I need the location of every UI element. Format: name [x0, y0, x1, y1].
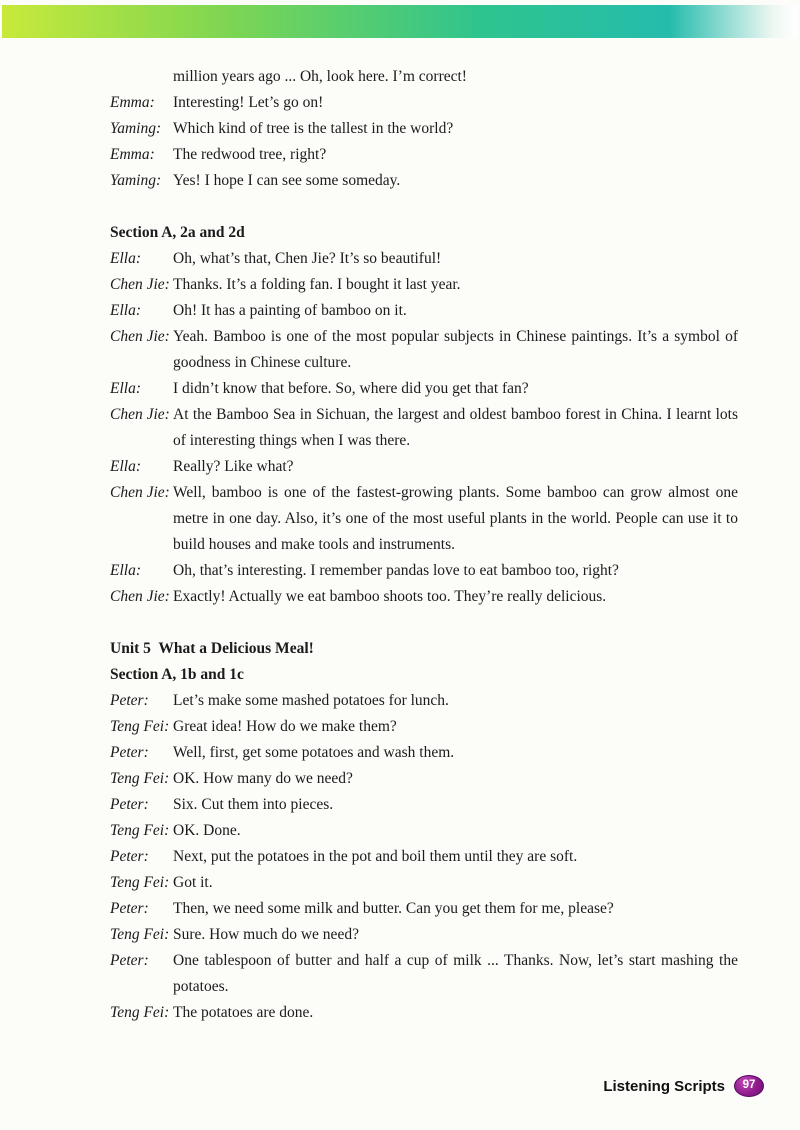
dialogue-text: I didn’t know that before. So, where did you get that fan? — [173, 380, 529, 397]
speaker-name: Chen Jie: — [110, 276, 170, 293]
dialogue-text: Oh, that’s interesting. I remember pandas love to eat bamboo too, right? — [173, 562, 619, 579]
dialogue-text: Well, bamboo is one of the fastest-growing plants. Some bamboo can grow almost one metre in one day. Also, it’s one of the most useful plants in the world. People can use it to build houses and make tools and instruments. — [173, 484, 738, 553]
speaker-name: Peter: — [110, 744, 149, 761]
speaker-name: Ella: — [110, 302, 141, 319]
dialogue-text: Interesting! Let’s go on! — [173, 94, 324, 111]
speaker-name: Peter: — [110, 900, 149, 917]
dialogue-line — [110, 558, 738, 584]
dialogue-text: OK. How many do we need? — [173, 770, 353, 787]
dialogue-line — [110, 1000, 738, 1026]
dialogue-line — [110, 116, 738, 142]
section-heading: Section A, 2a and 2d — [110, 224, 245, 241]
speaker-name: Emma: — [110, 94, 155, 111]
dialogue-text: The redwood tree, right? — [173, 146, 327, 163]
speaker-name: Chen Jie: — [110, 588, 170, 605]
speaker-name: Emma: — [110, 146, 155, 163]
dialogue-text: Exactly! Actually we eat bamboo shoots too. They’re really delicious. — [173, 588, 607, 605]
dialogue-text: The potatoes are done. — [173, 1004, 314, 1021]
dialogue-line — [110, 766, 738, 792]
dialogue-line — [110, 870, 738, 896]
page-number: 97 — [742, 1079, 756, 1092]
dialogue-text: Let’s make some mashed potatoes for lunch. — [173, 692, 449, 709]
dialogue-text: Yes! I hope I can see some someday. — [173, 172, 401, 189]
dialogue-text: Thanks. It’s a folding fan. I bought it last year. — [173, 276, 461, 293]
dialogue-line — [110, 714, 738, 740]
dialogue-text: Oh, what’s that, Chen Jie? It’s so beautiful! — [173, 250, 442, 267]
dialogue-line — [110, 844, 738, 870]
dialogue-text: Well, first, get some potatoes and wash them. — [173, 744, 455, 761]
paragraph-spacer — [110, 610, 738, 636]
dialogue-text: Oh! It has a painting of bamboo on it. — [173, 302, 407, 319]
speaker-name: Chen Jie: — [110, 406, 170, 423]
dialogue-text: Then, we need some milk and butter. Can you get them for me, please? — [173, 900, 614, 917]
speaker-name: Peter: — [110, 848, 149, 865]
speaker-name: Ella: — [110, 380, 141, 397]
dialogue-line — [110, 298, 738, 324]
dialogue-line — [110, 376, 738, 402]
speaker-name: Peter: — [110, 796, 149, 813]
dialogue-line — [110, 948, 738, 1000]
dialogue-line — [110, 142, 738, 168]
dialogue-line — [110, 402, 738, 454]
dialogue-text: At the Bamboo Sea in Sichuan, the largest and oldest bamboo forest in China. I learnt lots of interesting things when I was there. — [173, 406, 738, 449]
dialogue-text: Sure. How much do we need? — [173, 926, 359, 943]
dialogue-text: million years ago ... Oh, look here. I’m correct! — [173, 68, 467, 85]
dialogue-text: OK. Done. — [173, 822, 241, 839]
speaker-name: Ella: — [110, 458, 141, 475]
top-banner — [2, 5, 797, 38]
dialogue-text: Got it. — [173, 874, 213, 891]
dialogue-line — [110, 90, 738, 116]
dialogue-line — [110, 168, 738, 194]
dialogue-line — [110, 896, 738, 922]
dialogue-line — [110, 792, 738, 818]
dialogue-line — [110, 688, 738, 714]
speaker-name: Yaming: — [110, 172, 162, 189]
listening-script-content — [110, 64, 738, 1026]
paragraph-spacer — [110, 194, 738, 220]
dialogue-line — [110, 584, 738, 610]
speaker-name: Ella: — [110, 562, 141, 579]
speaker-name: Teng Fei: — [110, 718, 170, 735]
speaker-name: Peter: — [110, 952, 149, 969]
dialogue-line — [110, 818, 738, 844]
dialogue-line — [110, 324, 738, 376]
dialogue-line — [110, 454, 738, 480]
dialogue-text: Next, put the potatoes in the pot and boil them until they are soft. — [173, 848, 578, 865]
dialogue-text: Which kind of tree is the tallest in the world? — [173, 120, 454, 137]
speaker-name: Ella: — [110, 250, 141, 267]
speaker-name: Peter: — [110, 692, 149, 709]
dialogue-text: One tablespoon of butter and half a cup of milk ... Thanks. Now, let’s start mashing the potatoes. — [173, 952, 738, 995]
dialogue-text: Great idea! How do we make them? — [173, 718, 397, 735]
speaker-name: Teng Fei: — [110, 1004, 170, 1021]
dialogue-line — [110, 740, 738, 766]
speaker-name: Teng Fei: — [110, 874, 170, 891]
speaker-name: Teng Fei: — [110, 770, 170, 787]
dialogue-line — [110, 272, 738, 298]
dialogue-line — [110, 922, 738, 948]
page-footer — [603, 1075, 764, 1097]
dialogue-text: Really? Like what? — [173, 458, 294, 475]
speaker-name: Chen Jie: — [110, 484, 170, 501]
dialogue-line — [110, 64, 738, 90]
dialogue-line — [110, 480, 738, 558]
dialogue-text: Yeah. Bamboo is one of the most popular subjects in Chinese paintings. It’s a symbol of goodness in Chinese culture. — [173, 328, 738, 371]
speaker-name: Yaming: — [110, 120, 162, 137]
footer-label: Listening Scripts — [603, 1077, 725, 1095]
section-heading: Unit 5 What a Delicious Meal! — [110, 640, 314, 657]
section-heading: Section A, 1b and 1c — [110, 666, 244, 683]
speaker-name: Chen Jie: — [110, 328, 170, 345]
page-number-badge — [734, 1075, 764, 1097]
dialogue-line — [110, 246, 738, 272]
dialogue-text: Six. Cut them into pieces. — [173, 796, 334, 813]
speaker-name: Teng Fei: — [110, 822, 170, 839]
speaker-name: Teng Fei: — [110, 926, 170, 943]
